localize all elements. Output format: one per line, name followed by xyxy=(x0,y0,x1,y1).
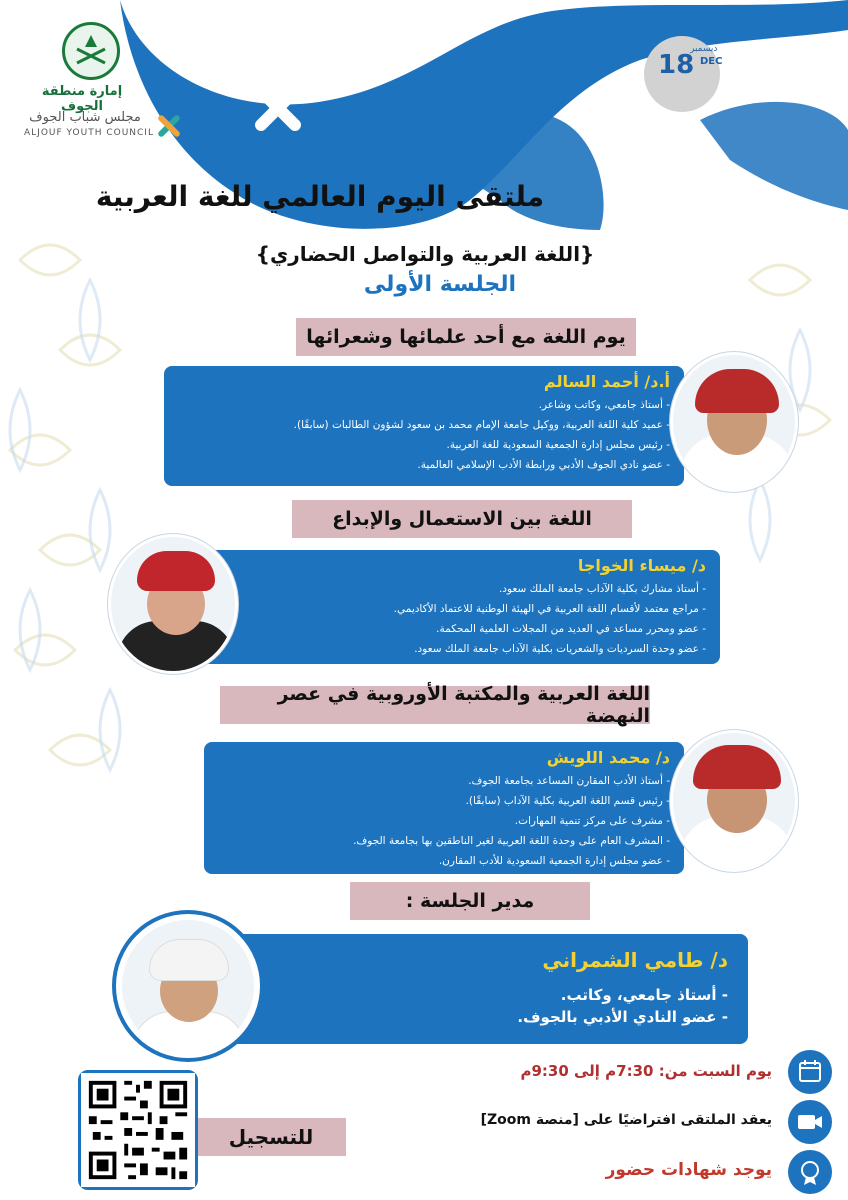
speaker-photo xyxy=(108,534,238,674)
date-month-arabic: ديسمبر xyxy=(690,44,718,54)
moderator-bio-line: - عضو النادي الأدبي بالجوف. xyxy=(517,1008,728,1026)
speaker-bio-line: - عضو مجلس إدارة الجمعية السعودية للأدب المقارن. xyxy=(438,855,670,867)
moderator-name: د/ طامي الشمراني xyxy=(542,948,728,972)
speaker-bio-line: - المشرف العام على وحدة اللغة العربية لغير الناطقين بها بجامعة الجوف. xyxy=(353,835,670,847)
speaker-bio-line: - أستاذ الأدب المقارن المساعد بجامعة الجوف. xyxy=(468,775,670,787)
date-day-number: 18 xyxy=(658,50,695,80)
calendar-icon xyxy=(788,1050,832,1094)
register-label: للتسجيل xyxy=(196,1118,346,1156)
moderator-card xyxy=(228,934,748,1044)
talk-topic: يوم اللغة مع أحد علمائها وشعرائها xyxy=(296,318,636,356)
speaker-name: أ.د/ أحمد السالم xyxy=(543,372,670,391)
council-logo-icon xyxy=(155,112,183,140)
page-title: ملتقى اليوم العالمي للغة العربية xyxy=(95,180,545,213)
council-name-english: ALJOUF YOUTH COUNCIL xyxy=(24,128,154,138)
speaker-bio-line: - مشرف على مركز تنمية المهارات. xyxy=(514,815,670,827)
registration-qr-code[interactable] xyxy=(78,1070,198,1190)
speaker-photo xyxy=(670,352,798,492)
talk-topic: اللغة العربية والمكتبة الأوروبية في عصر النهضة xyxy=(220,686,650,724)
speaker-bio-line: - رئيس قسم اللغة العربية بكلية الآداب (سابقًا). xyxy=(465,795,670,807)
speaker-bio-line: - عميد كلية اللغة العربية، ووكيل جامعة الإمام محمد بن سعود لشؤون الطالبات (سابقًا). xyxy=(293,419,670,431)
emblem-logo xyxy=(62,22,120,80)
video-camera-icon xyxy=(788,1100,832,1144)
speaker-name: د/ محمد اللويش xyxy=(546,748,670,767)
forum-subtitle: {اللغة العربية والتواصل الحضاري} xyxy=(255,242,595,266)
event-time: يوم السبت من: 7:30م إلى 9:30م xyxy=(520,1062,772,1080)
session-title: الجلسة الأولى xyxy=(363,272,517,297)
event-platform: يعقد الملتقى افتراضيًا على [منصة Zoom] xyxy=(480,1112,772,1128)
speaker-card xyxy=(204,742,684,874)
certificate-icon xyxy=(788,1150,832,1194)
governorate-name: إمارة منطقة الجوف xyxy=(41,84,123,114)
council-name-arabic: مجلس شباب الجوف xyxy=(29,110,141,125)
moderator-bio-line: - أستاذ جامعي، وكاتب. xyxy=(560,986,728,1004)
speaker-bio-line: - أستاذ جامعي، وكاتب وشاعر. xyxy=(538,399,670,411)
event-certificates: يوجد شهادات حضور xyxy=(605,1160,772,1180)
speaker-bio-line: - عضو وحدة السرديات والشعريات بكلية الآداب جامعة الملك سعود. xyxy=(414,643,706,655)
speaker-bio-line: - عضو نادي الجوف الأدبي ورابطة الأدب الإسلامي العالمية. xyxy=(417,459,670,471)
speaker-photo xyxy=(670,730,798,872)
speaker-card xyxy=(160,550,720,664)
moderator-photo xyxy=(116,914,260,1058)
speaker-card xyxy=(164,366,684,486)
date-month-english: DEC xyxy=(700,56,723,67)
speaker-bio-line: - أستاذ مشارك بكلية الآداب جامعة الملك سعود. xyxy=(498,583,706,595)
speaker-name: د/ ميساء الخواجا xyxy=(577,556,706,575)
talk-topic: اللغة بين الاستعمال والإبداع xyxy=(292,500,632,538)
speaker-bio-line: - عضو ومحرر مساعد في العديد من المجلات العلمية المحكمة. xyxy=(436,623,706,635)
moderator-label: مدير الجلسة : xyxy=(350,882,590,920)
speaker-bio-line: - رئيس مجلس إدارة الجمعية السعودية للغة العربية. xyxy=(446,439,670,451)
speaker-bio-line: - مراجع معتمد لأقسام اللغة العربية في الهيئة الوطنية للاعتماد الأكاديمي. xyxy=(393,603,706,615)
